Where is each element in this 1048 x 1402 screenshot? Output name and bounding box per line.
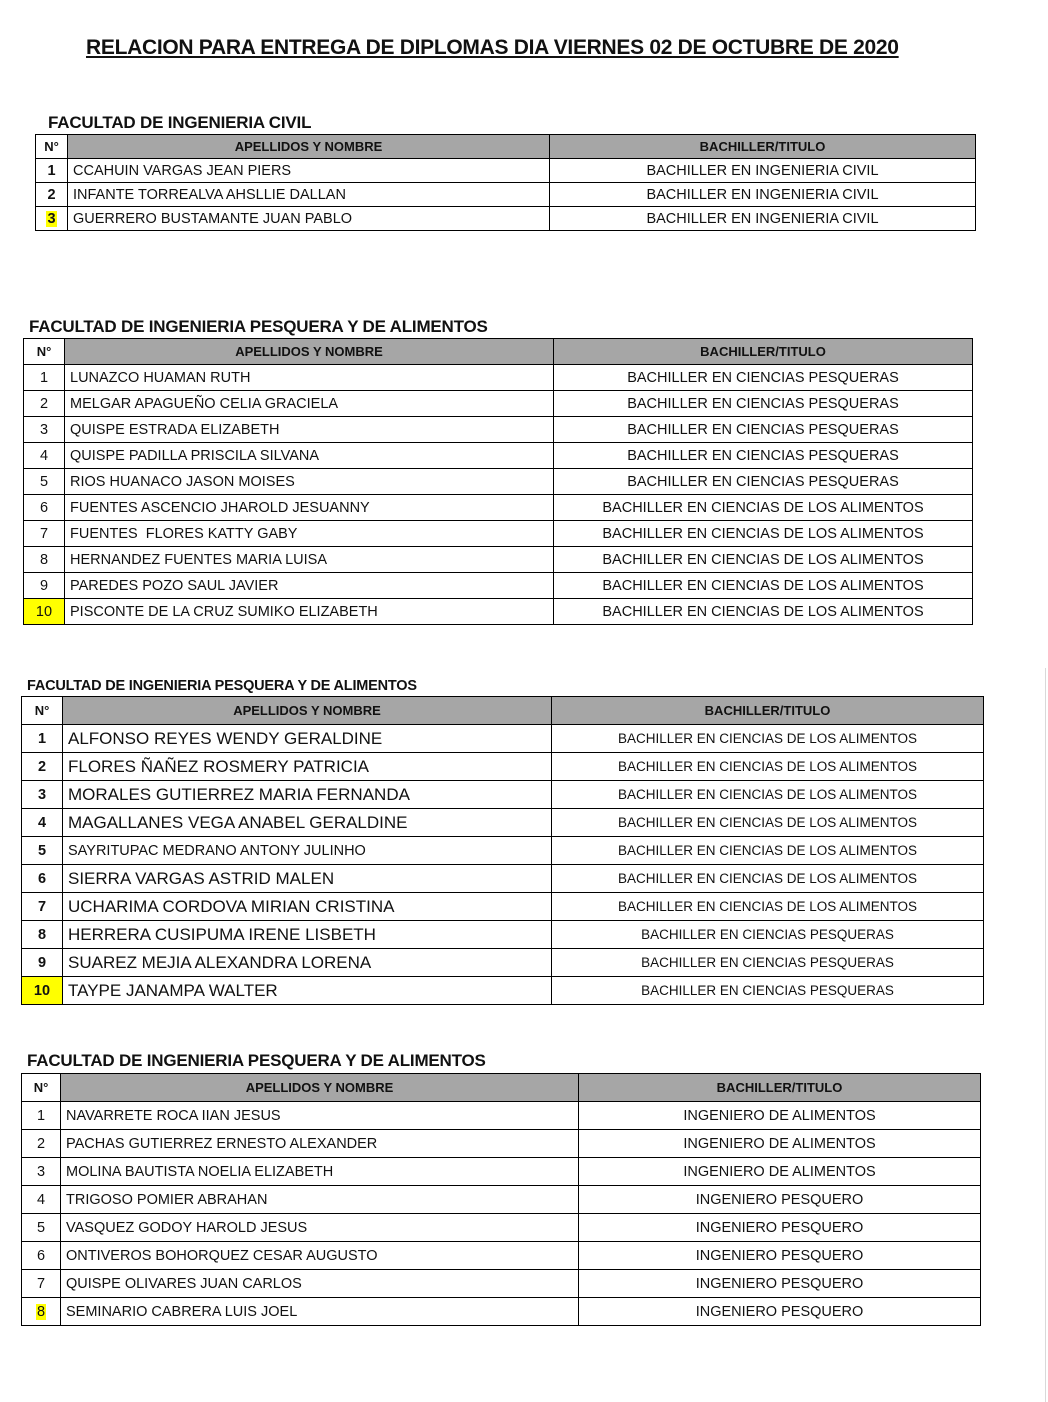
row-number: 3 xyxy=(22,781,63,809)
degree-title: BACHILLER EN CIENCIAS PESQUERAS xyxy=(552,921,984,949)
row-number: 5 xyxy=(22,837,63,865)
degree-title: BACHILLER EN CIENCIAS DE LOS ALIMENTOS xyxy=(552,725,984,753)
degree-title: BACHILLER EN CIENCIAS PESQUERAS xyxy=(554,443,973,469)
section-title: FACULTAD DE INGENIERIA PESQUERA Y DE ALIMENTOS xyxy=(27,1051,486,1070)
table-row xyxy=(36,159,976,183)
student-name: SIERRA VARGAS ASTRID MALEN xyxy=(63,865,552,893)
highlighted-number: 3 xyxy=(47,210,56,227)
student-name: TRIGOSO POMIER ABRAHAN xyxy=(61,1186,579,1214)
degree-title: BACHILLER EN INGENIERIA CIVIL xyxy=(550,183,976,207)
section-pesquera-alimentos-2 xyxy=(21,676,984,1005)
table-row xyxy=(22,1130,981,1158)
degree-title: BACHILLER EN CIENCIAS PESQUERAS xyxy=(554,365,973,391)
student-name: PAREDES POZO SAUL JAVIER xyxy=(65,573,554,599)
table-row xyxy=(24,573,973,599)
row-number: 7 xyxy=(24,521,65,547)
table-row xyxy=(22,1214,981,1242)
degree-title: BACHILLER EN CIENCIAS DE LOS ALIMENTOS xyxy=(554,521,973,547)
degree-title: INGENIERO PESQUERO xyxy=(579,1242,981,1270)
table-row xyxy=(22,1242,981,1270)
row-number: 9 xyxy=(22,949,63,977)
column-header-name: APELLIDOS Y NOMBRE xyxy=(63,697,552,725)
table-header-row xyxy=(22,1074,981,1102)
degree-title: BACHILLER EN CIENCIAS DE LOS ALIMENTOS xyxy=(552,781,984,809)
student-name: CCAHUIN VARGAS JEAN PIERS xyxy=(68,159,550,183)
section-title: FACULTAD DE INGENIERIA PESQUERA Y DE ALIMENTOS xyxy=(27,678,417,694)
row-number: 4 xyxy=(22,1186,61,1214)
student-name: SEMINARIO CABRERA LUIS JOEL xyxy=(61,1298,579,1326)
column-header-name: APELLIDOS Y NOMBRE xyxy=(65,339,554,365)
degree-title: BACHILLER EN CIENCIAS DE LOS ALIMENTOS xyxy=(552,837,984,865)
student-name: LUNAZCO HUAMAN RUTH xyxy=(65,365,554,391)
student-name: HERRERA CUSIPUMA IRENE LISBETH xyxy=(63,921,552,949)
row-number: 6 xyxy=(22,865,63,893)
student-name: TAYPE JANAMPA WALTER xyxy=(63,977,552,1005)
degree-title: BACHILLER EN INGENIERIA CIVIL xyxy=(550,159,976,183)
student-name: MELGAR APAGUEÑO CELIA GRACIELA xyxy=(65,391,554,417)
degree-title: INGENIERO DE ALIMENTOS xyxy=(579,1130,981,1158)
table-row xyxy=(22,753,984,781)
student-name: GUERRERO BUSTAMANTE JUAN PABLO xyxy=(68,207,550,231)
student-name: FUENTES ASCENCIO JHAROLD JESUANNY xyxy=(65,495,554,521)
table-row xyxy=(22,725,984,753)
column-header-title: BACHILLER/TITULO xyxy=(579,1074,981,1102)
degree-title: INGENIERO DE ALIMENTOS xyxy=(579,1102,981,1130)
table-row xyxy=(24,443,973,469)
row-number-highlighted: 10 xyxy=(22,977,63,1005)
student-name: INFANTE TORREALVA AHSLLIE DALLAN xyxy=(68,183,550,207)
section-title: FACULTAD DE INGENIERIA PESQUERA Y DE ALIMENTOS xyxy=(29,317,488,336)
student-name: HERNANDEZ FUENTES MARIA LUISA xyxy=(65,547,554,573)
page-edge-divider xyxy=(1045,668,1046,1402)
row-number: 1 xyxy=(24,365,65,391)
row-number: 6 xyxy=(24,495,65,521)
student-name: PISCONTE DE LA CRUZ SUMIKO ELIZABETH xyxy=(65,599,554,625)
row-number: 5 xyxy=(24,469,65,495)
student-name: ALFONSO REYES WENDY GERALDINE xyxy=(63,725,552,753)
row-number: 4 xyxy=(24,443,65,469)
table-row xyxy=(22,781,984,809)
degree-title: BACHILLER EN CIENCIAS PESQUERAS xyxy=(554,469,973,495)
table-row xyxy=(24,391,973,417)
degree-title: BACHILLER EN INGENIERIA CIVIL xyxy=(550,207,976,231)
row-number-highlighted: 10 xyxy=(24,599,65,625)
student-name: FLORES ÑAÑEZ ROSMERY PATRICIA xyxy=(63,753,552,781)
table-row xyxy=(22,1158,981,1186)
table-header-row xyxy=(24,339,973,365)
degree-title: BACHILLER EN CIENCIAS DE LOS ALIMENTOS xyxy=(552,809,984,837)
table-row xyxy=(22,1186,981,1214)
degree-title: BACHILLER EN CIENCIAS DE LOS ALIMENTOS xyxy=(552,753,984,781)
student-name: MOLINA BAUTISTA NOELIA ELIZABETH xyxy=(61,1158,579,1186)
section-pesquera-alimentos-3 xyxy=(21,1049,981,1326)
student-name: PACHAS GUTIERREZ ERNESTO ALEXANDER xyxy=(61,1130,579,1158)
student-name: FUENTES FLORES KATTY GABY xyxy=(65,521,554,547)
table-row xyxy=(24,417,973,443)
student-name: SUAREZ MEJIA ALEXANDRA LORENA xyxy=(63,949,552,977)
degree-title: INGENIERO DE ALIMENTOS xyxy=(579,1158,981,1186)
student-name: UCHARIMA CORDOVA MIRIAN CRISTINA xyxy=(63,893,552,921)
degree-title: BACHILLER EN CIENCIAS DE LOS ALIMENTOS xyxy=(554,547,973,573)
table-row xyxy=(22,837,984,865)
table-row xyxy=(24,495,973,521)
student-name: MAGALLANES VEGA ANABEL GERALDINE xyxy=(63,809,552,837)
column-header-number: N° xyxy=(36,135,68,159)
student-name: QUISPE ESTRADA ELIZABETH xyxy=(65,417,554,443)
row-number-highlighted xyxy=(22,1298,61,1326)
degree-title: BACHILLER EN CIENCIAS DE LOS ALIMENTOS xyxy=(552,893,984,921)
column-header-title: BACHILLER/TITULO xyxy=(554,339,973,365)
table-row xyxy=(22,949,984,977)
row-number: 3 xyxy=(24,417,65,443)
table-row xyxy=(22,1102,981,1130)
table-row xyxy=(22,921,984,949)
degree-title: BACHILLER EN CIENCIAS PESQUERAS xyxy=(554,417,973,443)
row-number: 5 xyxy=(22,1214,61,1242)
degree-title: INGENIERO PESQUERO xyxy=(579,1186,981,1214)
table-header-row xyxy=(22,697,984,725)
degree-title: BACHILLER EN CIENCIAS PESQUERAS xyxy=(554,391,973,417)
table-row xyxy=(36,183,976,207)
table-row xyxy=(22,865,984,893)
section-title: FACULTAD DE INGENIERIA CIVIL xyxy=(48,113,312,132)
table-row xyxy=(24,365,973,391)
table-row xyxy=(22,1270,981,1298)
table-row xyxy=(24,547,973,573)
diploma-table xyxy=(23,338,973,625)
document-title: RELACION PARA ENTREGA DE DIPLOMAS DIA VIERNES 02 DE OCTUBRE DE 2020 xyxy=(86,36,899,59)
column-header-title: BACHILLER/TITULO xyxy=(552,697,984,725)
table-row xyxy=(22,1298,981,1326)
table-row xyxy=(36,207,976,231)
section-ingenieria-civil xyxy=(35,111,976,231)
section-pesquera-alimentos-1 xyxy=(23,315,973,625)
student-name: SAYRITUPAC MEDRANO ANTONY JULINHO xyxy=(63,837,552,865)
table-row xyxy=(22,893,984,921)
diploma-table xyxy=(21,696,984,1005)
column-header-number: N° xyxy=(24,339,65,365)
column-header-title: BACHILLER/TITULO xyxy=(550,135,976,159)
degree-title: INGENIERO PESQUERO xyxy=(579,1298,981,1326)
degree-title: BACHILLER EN CIENCIAS DE LOS ALIMENTOS xyxy=(554,599,973,625)
column-header-number: N° xyxy=(22,1074,61,1102)
degree-title: BACHILLER EN CIENCIAS DE LOS ALIMENTOS xyxy=(554,573,973,599)
table-row xyxy=(24,599,973,625)
degree-title: BACHILLER EN CIENCIAS PESQUERAS xyxy=(552,949,984,977)
student-name: RIOS HUANACO JASON MOISES xyxy=(65,469,554,495)
student-name: NAVARRETE ROCA IIAN JESUS xyxy=(61,1102,579,1130)
degree-title: BACHILLER EN CIENCIAS DE LOS ALIMENTOS xyxy=(552,865,984,893)
table-row xyxy=(24,521,973,547)
row-number: 7 xyxy=(22,1270,61,1298)
table-row xyxy=(24,469,973,495)
column-header-name: APELLIDOS Y NOMBRE xyxy=(68,135,550,159)
row-number: 1 xyxy=(22,725,63,753)
degree-title: INGENIERO PESQUERO xyxy=(579,1270,981,1298)
degree-title: BACHILLER EN CIENCIAS DE LOS ALIMENTOS xyxy=(554,495,973,521)
row-number: 3 xyxy=(22,1158,61,1186)
row-number: 1 xyxy=(22,1102,61,1130)
student-name: VASQUEZ GODOY HAROLD JESUS xyxy=(61,1214,579,1242)
table-header-row xyxy=(36,135,976,159)
row-number: 6 xyxy=(22,1242,61,1270)
degree-title: BACHILLER EN CIENCIAS PESQUERAS xyxy=(552,977,984,1005)
row-number: 4 xyxy=(22,809,63,837)
row-number: 8 xyxy=(24,547,65,573)
table-row xyxy=(22,977,984,1005)
row-number: 7 xyxy=(22,893,63,921)
highlighted-number: 8 xyxy=(36,1303,46,1320)
row-number: 2 xyxy=(36,183,68,207)
column-header-name: APELLIDOS Y NOMBRE xyxy=(61,1074,579,1102)
student-name: MORALES GUTIERREZ MARIA FERNANDA xyxy=(63,781,552,809)
column-header-number: N° xyxy=(22,697,63,725)
student-name: QUISPE PADILLA PRISCILA SILVANA xyxy=(65,443,554,469)
table-row xyxy=(22,809,984,837)
student-name: QUISPE OLIVARES JUAN CARLOS xyxy=(61,1270,579,1298)
degree-title: INGENIERO PESQUERO xyxy=(579,1214,981,1242)
row-number: 2 xyxy=(24,391,65,417)
diploma-table xyxy=(35,134,976,231)
row-number: 1 xyxy=(36,159,68,183)
row-number: 2 xyxy=(22,753,63,781)
row-number: 8 xyxy=(22,921,63,949)
row-number-highlighted xyxy=(36,207,68,231)
student-name: ONTIVEROS BOHORQUEZ CESAR AUGUSTO xyxy=(61,1242,579,1270)
row-number: 9 xyxy=(24,573,65,599)
row-number: 2 xyxy=(22,1130,61,1158)
diploma-table xyxy=(21,1073,981,1326)
